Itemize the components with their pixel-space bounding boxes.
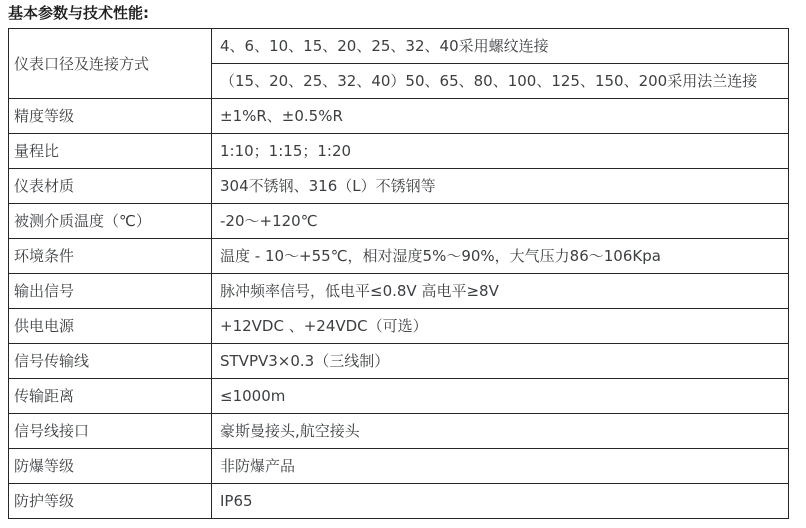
table-row-diameter-1 xyxy=(9,29,789,64)
row-label: 精度等级 xyxy=(9,99,212,134)
row-label: 仪表材质 xyxy=(9,169,212,204)
row-label: 环境条件 xyxy=(9,239,212,274)
row-value: 1:10；1:15；1:20 xyxy=(212,134,789,169)
row-label: 防护等级 xyxy=(9,484,212,519)
table-row-medium-temperature xyxy=(9,204,789,239)
table-row-power-supply xyxy=(9,309,789,344)
table-row-turndown-ratio xyxy=(9,134,789,169)
table-row-output-signal xyxy=(9,274,789,309)
row-value: -20～+120℃ xyxy=(212,204,789,239)
table-row-transmission-distance xyxy=(9,379,789,414)
row-value: STVPV3×0.3（三线制） xyxy=(212,344,789,379)
row-label: 信号传输线 xyxy=(9,344,212,379)
row-value: 温度 - 10～+55℃，相对湿度5%～90%，大气压力86～106Kpa xyxy=(212,239,789,274)
row-label: 信号线接口 xyxy=(9,414,212,449)
row-label: 输出信号 xyxy=(9,274,212,309)
row-value: 304不锈钢、316（L）不锈钢等 xyxy=(212,169,789,204)
table-row-material xyxy=(9,169,789,204)
table-row-environment xyxy=(9,239,789,274)
row-value-thread-connection: 4、6、10、15、20、25、32、40采用螺纹连接 xyxy=(212,29,789,64)
table-row-signal-cable xyxy=(9,344,789,379)
table-row-signal-connector xyxy=(9,414,789,449)
row-value: 脉冲频率信号，低电平≤0.8V 高电平≥8V xyxy=(212,274,789,309)
row-label: 被测介质温度（℃） xyxy=(9,204,212,239)
row-label: 传输距离 xyxy=(9,379,212,414)
row-value: ≤1000m xyxy=(212,379,789,414)
page-title: 基本参数与技术性能: xyxy=(8,4,149,22)
table-row-protection-rating xyxy=(9,484,789,519)
table-row-accuracy xyxy=(9,99,789,134)
spec-table xyxy=(8,28,789,519)
row-label: 防爆等级 xyxy=(9,449,212,484)
table-row-explosion-proof xyxy=(9,449,789,484)
row-label: 供电电源 xyxy=(9,309,212,344)
row-value-flange-connection: （15、20、25、32、40）50、65、80、100、125、150、200采用法兰连接 xyxy=(212,64,789,99)
row-label-diameter-connection: 仪表口径及连接方式 xyxy=(9,29,212,99)
row-label: 量程比 xyxy=(9,134,212,169)
row-value: 豪斯曼接头,航空接头 xyxy=(212,414,789,449)
row-value: 非防爆产品 xyxy=(212,449,789,484)
row-value: ±1%R、±0.5%R xyxy=(212,99,789,134)
row-value: +12VDC 、+24VDC（可选） xyxy=(212,309,789,344)
row-value: IP65 xyxy=(212,484,789,519)
